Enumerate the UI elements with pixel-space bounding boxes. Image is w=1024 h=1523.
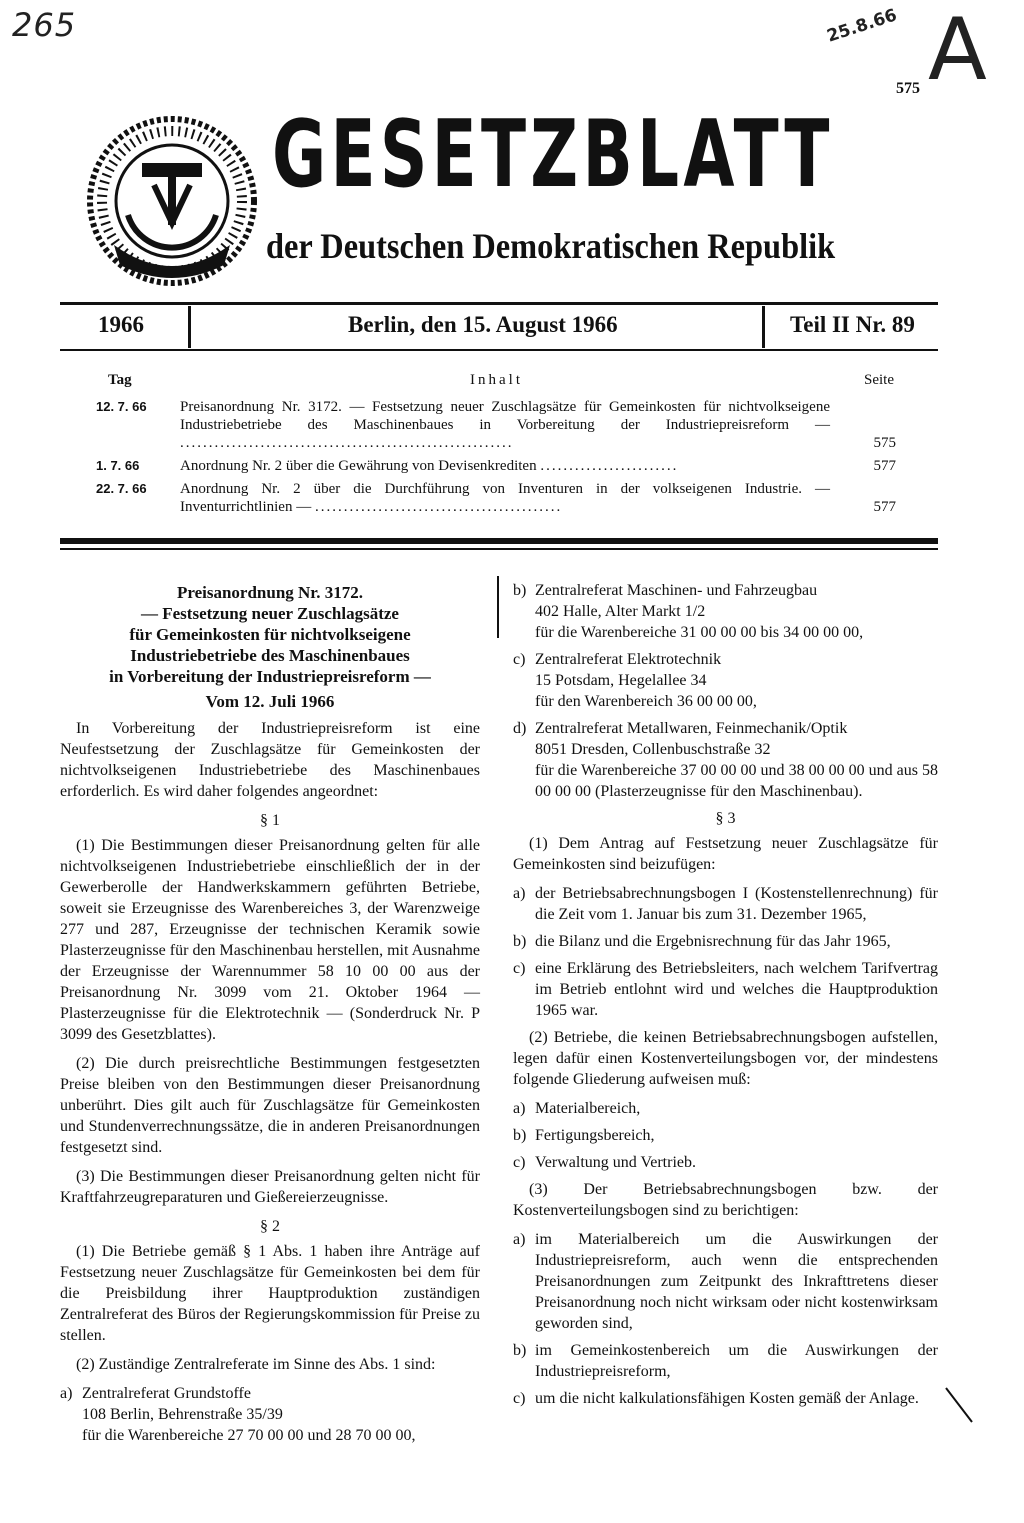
referat-name: Zentralreferat Elektrotechnik [535,651,722,668]
toc-entry-date: 12. 7. 66 [96,399,147,414]
referat-name: Zentralreferat Grundstoffe [82,1385,251,1402]
section-title: § 1 [260,812,280,829]
referat-name: Zentralreferat Maschinen- und Fahrzeugbau [535,582,818,599]
toc-entry-text: Anordnung Nr. 2 über die Gewährung von Devisenkrediten ........................ [180,458,679,474]
list-item: b) im Gemeinkostenbereich um die Auswirkungen der Industriepreisreform, [513,1342,938,1380]
section-divider [60,538,938,544]
toc-entry-date: 22. 7. 66 [96,481,147,496]
section-paragraph: (2) Betriebe, die keinen Betriebsabrechnungsbogen aufstellen, legen dafür einen Kostenverteilungsbogen vor, der mindestens folgende Gliederung aufweisen muß: [513,1029,938,1088]
toc-entry [96,480,904,516]
section-title: § 2 [260,1218,280,1235]
toc-entry-page: 575 [873,435,896,451]
toc-entry-text: Preisanordnung Nr. 3172. — Festsetzung neuer Zuschlagsätze für Gemeinkosten für nichtvolkseigene Industriebetriebe des Maschinenbaues in Vorbereitung der Industriepreisreform — .......................................................... [180,399,830,451]
handwritten-letter-mark: A [928,0,987,100]
list-item: a) im Materialbereich um die Auswirkungen der Industriepreisreform, auch wenn die entsprechenden Preisanordnungen zum Zeitpunkt des Inkrafttretens dieser Preisanordnung noch nicht wirksam oder nicht kostenwirksam geworden sind, [513,1231,938,1332]
section-paragraph: (1) Die Betriebe gemäß § 1 Abs. 1 haben ihre Anträge auf Festsetzung neuer Zuschlagsätze für Gemeinkosten bei dem für die Preisbildung ihrer Hauptproduktion zuständigen Zentralreferat des Büros der Regierungskommission für Preise zu stellen. [60,1243,480,1344]
toc-entry [96,398,904,452]
referat-range: für die Warenbereiche 27 70 00 00 und 28 70 00 00, [82,1427,416,1444]
section-paragraph: (2) Zuständige Zentralreferate im Sinne des Abs. 1 sind: [76,1356,436,1373]
section-paragraph: (3) Der Betriebsabrechnungsbogen bzw. der Kostenverteilungsbogen sind zu berichtigen: [513,1181,938,1219]
issue-bar-divider [188,306,191,348]
list-item: a) Materialbereich, [513,1100,641,1117]
toc-col-page: Seite [864,372,894,388]
toc-col-date: Tag [108,372,132,388]
toc-col-content: Inhalt [470,372,523,388]
toc-entry-date: 1. 7. 66 [96,458,140,473]
column-separator [497,576,499,638]
list-item: c) Verwaltung und Vertrieb. [513,1154,696,1171]
article-intro: In Vorbereitung der Industriepreisreform ist eine Neufestsetzung der Zuschlagsätze für Gemeinkosten der nichtvolkseigenen Industriebetriebe des Maschinenbaues erforderlich. Es wird daher folgendes angeordnet: [60,720,480,800]
issue-part-number: Teil II Nr. 89 [790,312,915,337]
toc-entry-page: 577 [873,458,896,474]
article-right-column [513,580,938,1415]
section-paragraph: (1) Die Bestimmungen dieser Preisanordnung gelten für alle nichtvolkseigenen Industriebetriebe einschließlich der in der Gewerberolle der Handwerkskammern geführten Betriebe, soweit sie Erzeugnisse des Warenbereiches 3, der Warenzweige 277 und 287, Erzeugnisse der technischen Keramik sowie Plasterzeugnisse für den Maschinenbau herstellen, mit Ausnahme der Erzeugnisse der Warennummer 58 10 00 00 aus der Preisanordnung Nr. 3099 vom 21. Oktober 1964 — Plasterzeugnisse für die Elektrotechnik — (Sonderdruck Nr. P 3099 des Gesetzblattes). [60,837,480,1043]
toc-entry-text: Anordnung Nr. 2 über die Durchführung von Inventuren in der volkseigenen Industrie. — Inventurrichtlinien — ........................................... [180,481,830,515]
page-number: 575 [896,80,920,97]
received-date-stamp: 25.8.66 [824,5,900,47]
toc-entry [96,457,904,475]
toc-entry-page: 577 [873,499,896,515]
referat-address: 108 Berlin, Behrenstraße 35/39 [82,1406,283,1423]
issue-place-date: Berlin, den 15. August 1966 [348,312,618,337]
section-paragraph: (1) Dem Antrag auf Festsetzung neuer Zuschlagsätze für Gemeinkosten sind beizufügen: [513,835,938,873]
margin-pen-mark-icon [944,1386,974,1426]
list-item: b) Fertigungsbereich, [513,1127,655,1144]
article-left-column [60,582,480,1452]
referat-name: Zentralreferat Metallwaren, Feinmechanik/Optik [535,720,848,737]
referat-entry: a) Zentralreferat Grundstoffe 108 Berlin, Behrenstraße 35/39 für die Warenbereiche 27 70 00 00 und 28 70 00 00, [60,1383,480,1446]
issue-bar [60,302,938,350]
list-item: a) der Betriebsabrechnungsbogen I (Kostenstellenrechnung) für die Zeit vom 1. Januar bis zum 31. Dezember 1965, [513,885,938,923]
issue-year: 1966 [98,312,144,337]
list-item: c) eine Erklärung des Betriebsleiters, nach welchem Tarifvertrag im Betrieb entlohnt wird und welches die Hauptproduktion 1965 war. [513,960,938,1019]
referat-entry: b) Zentralreferat Maschinen- und Fahrzeugbau 402 Halle, Alter Markt 1/2 für die Warenbereiche 31 00 00 00 bis 34 00 00 00, [513,580,938,643]
issue-bar-divider [762,306,765,348]
article-heading: Preisanordnung Nr. 3172. — Festsetzung neuer Zuschlagsätze für Gemeinkosten für nichtvolkseigene Industriebetriebe des Maschinenbaues in Vorbereitung der Industriepreisreform — [109,583,431,686]
masthead-subtitle: der Deutschen Demokratischen Republik [266,226,836,266]
referat-address: 8051 Dresden, Collenbuschstraße 32 [535,741,771,758]
referat-address: 15 Potsdam, Hegelallee 34 [535,672,707,689]
section-paragraph: (2) Die durch preisrechtliche Bestimmungen festgesetzten Preise bleiben von den Bestimmungen dieser Preisanordnung unberührt. Dies gilt auch für Zuschlagsätze für Gemeinkosten und Stundenverrechnungssätze, die in anderen Preisanordnungen festgesetzt sind. [60,1055,480,1156]
masthead-title: GESETZBLATT [272,100,834,208]
section-paragraph: (3) Die Bestimmungen dieser Preisanordnung gelten nicht für Kraftfahrzeugreparaturen und Gießereierzeugnisse. [60,1168,480,1206]
section-divider [60,548,938,550]
list-item: b) die Bilanz und die Ergebnisrechnung für das Jahr 1965, [513,933,891,950]
referat-entry: c) Zentralreferat Elektrotechnik 15 Potsdam, Hegelallee 34 für den Warenbereich 36 00 00 00, [513,649,938,712]
handwritten-page-number: 265 [12,6,77,44]
referat-entry: d) Zentralreferat Metallwaren, Feinmechanik/Optik 8051 Dresden, Collenbuschstraße 32 für die Warenbereiche 37 00 00 00 und 38 00 00 00 und aus 58 00 00 00 (Plasterzeugnisse für den Maschinenbau). [513,720,938,800]
referat-range: für den Warenbereich 36 00 00 00, [535,693,757,710]
state-emblem-icon [84,115,260,287]
referat-range: für die Warenbereiche 37 00 00 00 und 38 00 00 00 und aus 58 00 00 00 (Plasterzeugnisse für den Maschinenbau). [535,762,938,800]
section-title: § 3 [715,810,736,827]
referat-range: für die Warenbereiche 31 00 00 00 bis 34 00 00 00, [535,624,864,641]
referat-address: 402 Halle, Alter Markt 1/2 [535,603,706,620]
toc-list [96,398,904,521]
article-date-line: Vom 12. Juli 1966 [205,692,335,711]
list-item: c) um die nicht kalkulationsfähigen Kosten gemäß der Anlage. [513,1390,919,1407]
